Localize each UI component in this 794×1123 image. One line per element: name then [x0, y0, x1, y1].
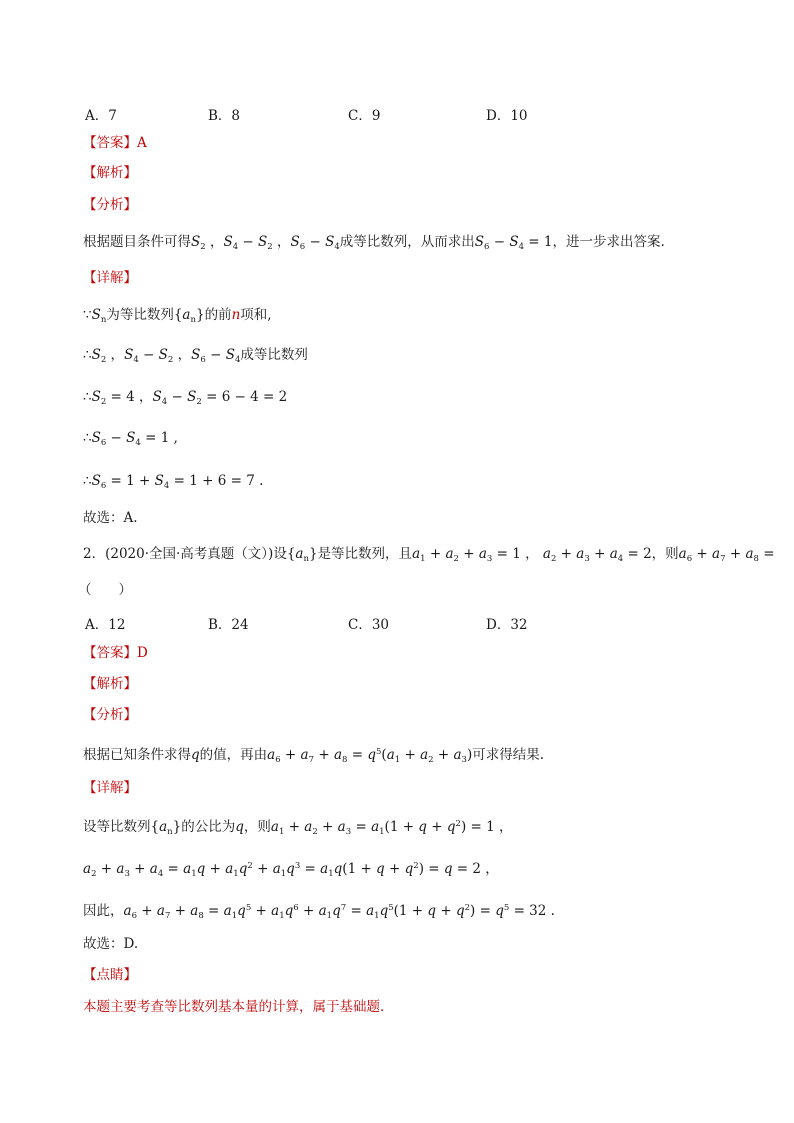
q1-answer — [83, 134, 147, 152]
q1-step1-a: 为等比数列 — [106, 307, 174, 323]
q2-stem: 2．(2020·全国·高考真题（文）)设$\{a_n\}$是等比数列，且$a_1 + a_2 + a_3 = 1$ ， $a_2 + a_3 + a_4 = 2$，则$a_6 + a_7 + a_8$ = — [83, 546, 775, 564]
answer-tag: 【答案】 — [83, 645, 137, 661]
q2-step3-a: 因此， — [83, 903, 124, 919]
q2-step1-a: 设等比数列 — [83, 819, 151, 835]
q1-xiangjie-tag: 【详解】 — [83, 270, 137, 286]
answer-tag: 【答案】 — [83, 135, 137, 151]
q2-stem-a: 设 — [273, 546, 287, 562]
q1-choice-a: A．7 — [85, 108, 117, 124]
q2-choice-d: D．32 — [486, 617, 528, 633]
q1-step2: $\therefore S_2$ ，$S_4 - S_2$ ，$S_6 - S_4$成等比数列 — [83, 347, 308, 365]
q1-analysis-tag: 【解析】 — [83, 165, 137, 181]
q2-step1-b: 的公比为 — [181, 819, 236, 835]
q2-fenxi-text: 根据已知条件求得q的值，再由$a_6 + a_7 + a_8 = q^5(a_1 + a_2 + a_3)$可求得结果. — [83, 747, 545, 765]
q2-final: 故选：D. — [83, 936, 139, 952]
q1-step2-tail: 成等比数列 — [240, 347, 308, 363]
q2-dianjing-tag: 【点睛】 — [83, 967, 137, 983]
q2-step2: $a_2 + a_3 + a_4 = a_1q + a_1q^2 + a_1q^3 = a_1q(1 + q + q^2) = q = 2$ ， — [83, 861, 499, 879]
q2-fenxi-b: 的值，再由 — [199, 747, 268, 763]
q2-blank: （ ） — [78, 582, 132, 598]
q1-step5: $\therefore S_6 = 1 + S_4 = 1 + 6 = 7$ . — [83, 473, 264, 491]
q2-xiangjie-tag: 【详解】 — [83, 780, 137, 796]
q2-fenxi-a: 根据已知条件求得 — [83, 747, 191, 763]
q1-choice-b: B．8 — [208, 108, 241, 124]
q1-choice-d: D．10 — [486, 108, 528, 124]
q1-step1-b: 的前 — [204, 307, 232, 323]
q1-choice-c: C．9 — [348, 108, 381, 124]
q2-stem-c: ，则 — [651, 546, 679, 562]
q1-step3: $\therefore S_2 = 4$ ，$S_4 - S_2 = 6 - 4 = 2$ — [83, 389, 288, 407]
q2-choice-a: A．12 — [85, 617, 126, 633]
q2-step3: 因此，$a_6 + a_7 + a_8 = a_1q^5 + a_1q^6 + a_1q^7 = a_1q^5(1 + q + q^2) = q^5 = 32$ . — [83, 903, 555, 921]
q2-choice-c: C．30 — [348, 617, 390, 633]
q1-fenxi-a: 根据题目条件可得 — [83, 234, 191, 250]
q1-fenxi-tag: 【分析】 — [83, 197, 137, 213]
answer-value: D — [137, 645, 148, 661]
q2-answer — [83, 644, 148, 662]
answer-value: A — [137, 135, 147, 151]
q1-final: 故选：A. — [83, 510, 138, 526]
q2-fenxi-c: 可求得结果. — [472, 747, 545, 763]
q1-step1: $\because S_n$为等比数列$\{a_n\}$的前n项和, — [83, 307, 272, 325]
q1-fenxi-b: 成等比数列，从而求出 — [339, 234, 475, 250]
q2-choice-b: B．24 — [208, 617, 249, 633]
q1-fenxi-c: ，进一步求出答案. — [552, 234, 665, 250]
q1-fenxi-text: 根据题目条件可得$S_2$ ，$S_4 - S_2$ ，$S_6 - S_4$成等比数列，从而求出$S_6 - S_4 = 1$，进一步求出答案. — [83, 234, 665, 252]
q2-step1: 设等比数列$\{a_n\}$的公比为q，则$a_1 + a_2 + a_3 = a_1(1 + q + q^2) = 1$ ， — [83, 819, 513, 837]
q2-analysis-tag: 【解析】 — [83, 676, 137, 692]
q1-step1-c: 项和, — [240, 307, 272, 323]
q2-fenxi-tag: 【分析】 — [83, 707, 137, 723]
q2-number: 2． — [83, 546, 106, 562]
q2-step1-c: ，则 — [243, 819, 271, 835]
q2-dianjing-text: 本题主要考查等比数列基本量的计算，属于基础题． — [83, 999, 394, 1015]
q2-source: (2020·全国·高考真题（文）) — [105, 546, 274, 562]
q1-step4: $\therefore S_6 - S_4 = 1$ , — [83, 430, 178, 448]
q2-stem-b: 是等比数列，且 — [317, 546, 413, 562]
